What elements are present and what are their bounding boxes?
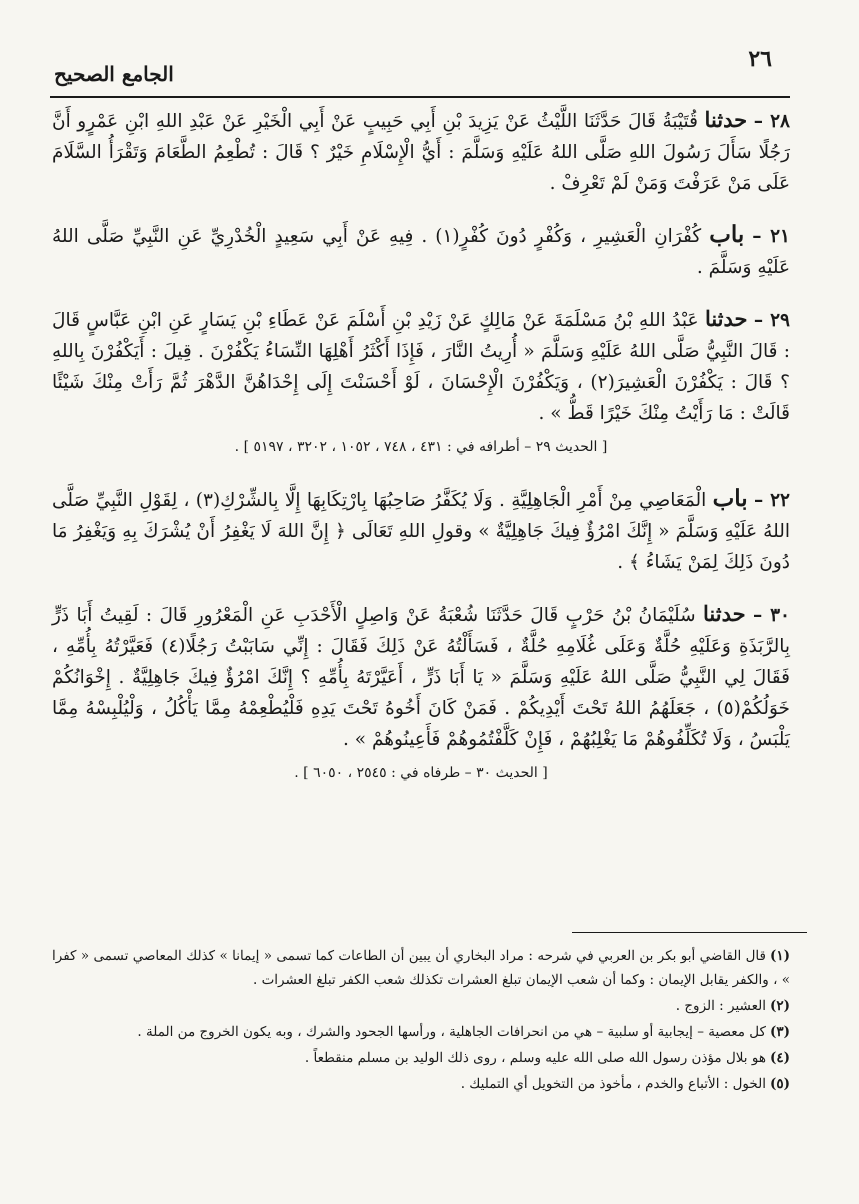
- footnote-text: كل معصية – إيجابية أو سلبية – هي من انحرافات الجاهلية ، ورأسها الجحود والشرك ، وبه يكون الخروج من الملة .: [137, 1024, 766, 1040]
- haddathana-marker: حدثنا: [704, 107, 748, 132]
- footnote-text: العشير : الزوج .: [675, 998, 766, 1014]
- entry-text: الْمَعَاصِي مِنْ أَمْرِ الْجَاهِلِيَّةِ . وَلَا يُكَفَّرُ صَاحِبُهَا بِارْتِكَابِهَا إِلَّا بِالشِّرْكِ(٣) ، لِقَوْلِ النَّبِيِّ صَلَّى اللهُ عَلَيْهِ وَسَلَّمَ « إِنَّكَ امْرُؤٌ فِيكَ جَاهِلِيَّةٌ » وقولِ اللهِ تَعَالَى ﴿ إِنَّ اللهَ لَا يَغْفِرُ أَنْ يُشْرَكَ بِهِ وَيَغْفِرُ مَا دُونَ ذَلِكَ لِمَنْ يَشَاءُ ﴾ .: [52, 490, 790, 573]
- footnote-number: (٥): [769, 1076, 790, 1092]
- footnote-number: (٢): [769, 998, 790, 1014]
- hadith-28: [52, 104, 790, 199]
- footnote-number: (١): [769, 948, 790, 964]
- book-title: الجامع الصحيح: [54, 62, 174, 86]
- footnotes: [52, 944, 790, 1098]
- entry-text: سُلَيْمَانُ بْنُ حَرْبٍ قَالَ حَدَّثَنَا شُعْبَةُ عَنْ وَاصِلٍ الْأَحْدَبِ عَنِ الْمَعْرُورِ قَالَ : لَقِيتُ أَبَا ذَرٍّ بِالرَّبَذَةِ وَعَلَيْهِ حُلَّةٌ وَعَلَى غُلَامِهِ حُلَّةٌ ، فَسَأَلْتُهُ عَنْ ذَلِكَ فَقَالَ : إِنِّي سَابَبْتُ رَجُلًا(٤) فَعَيَّرْتُهُ بِأُمِّهِ ، فَقَالَ لِي النَّبِيُّ صَلَّى اللهُ عَلَيْهِ وَسَلَّمَ « يَا أَبَا ذَرٍّ ، أَعَيَّرْتَهُ بِأُمِّهِ ؟ إِنَّكَ امْرُؤٌ فِيكَ جَاهِلِيَّةٌ . إِخْوَانُكُمْ خَوَلُكُمْ(٥) ، جَعَلَهُمُ اللهُ تَحْتَ أَيْدِيكُمْ . فَمَنْ كَانَ أَخُوهُ تَحْتَ يَدِهِ فَلْيُطْعِمْهُ مِمَّا يَأْكُلُ ، وَلْيُلْبِسْهُ مِمَّا يَلْبَسُ ، وَلَا تُكَلِّفُوهُمْ مَا يَغْلِبُهُمْ ، فَإِنْ كَلَّفْتُمُوهُمْ فَأَعِينُوهُمْ » .: [52, 605, 791, 750]
- entry-text: كُفْرَانِ الْعَشِيرِ ، وَكُفْرٍ دُونَ كُفْرٍ(١) . فِيهِ عَنْ أَبِي سَعِيدٍ الْخُدْرِيِّ عَنِ النَّبِيِّ صَلَّى اللهُ عَلَيْهِ وَسَلَّمَ .: [52, 226, 790, 278]
- footnote-text: الخول : الأتباع والخدم ، مأخوذ من التخويل أي التمليك .: [460, 1076, 766, 1092]
- main-text: [52, 104, 790, 809]
- entry-number: ٢٢ –: [753, 490, 790, 511]
- footnote-4: [52, 1046, 790, 1070]
- header-divider: [50, 96, 790, 98]
- footnote-1: [52, 944, 790, 992]
- footnote-5: [52, 1072, 790, 1096]
- chapter-22: [52, 483, 790, 578]
- footnote-number: (٣): [769, 1024, 790, 1040]
- haddathana-marker: حدثنا: [703, 601, 746, 626]
- bab-marker: باب: [709, 221, 745, 248]
- bab-marker: باب: [712, 485, 748, 512]
- entry-text: عَبْدُ اللهِ بْنُ مَسْلَمَةَ عَنْ مَالِكٍ عَنْ زَيْدِ بْنِ أَسْلَمَ عَنْ عَطَاءِ بْنِ يَسَارٍ عَنِ ابْنِ عَبَّاسٍ قَالَ : قَالَ النَّبِيُّ صَلَّى اللهُ عَلَيْهِ وَسَلَّمَ « أُرِيتُ النَّارَ ، فَإِذَا أَكْثَرُ أَهْلِهَا النِّسَاءُ يَكْفُرْنَ . قِيلَ : أَيَكْفُرْنَ بِاللهِ ؟ قَالَ : يَكْفُرْنَ الْعَشِيرَ(٢) ، وَيَكْفُرْنَ الْإِحْسَانَ ، لَوْ أَحْسَنْتَ إِلَى إِحْدَاهُنَّ الدَّهْرَ ثُمَّ رَأَتْ مِنْكَ شَيْئًا قَالَتْ : مَا رَأَيْتُ مِنْكَ خَيْرًا قَطُّ » .: [52, 310, 790, 424]
- hadith-30-references: [ الحديث ٣٠ – طرفاه في : ٢٥٤٥ ، ٦٠٥٠ ] .: [294, 765, 548, 781]
- footnote-3: [52, 1020, 790, 1044]
- chapter-21: [52, 219, 790, 283]
- hadith-29: [52, 303, 790, 429]
- entry-number: ٢٨ –: [753, 111, 790, 132]
- footnote-number: (٤): [769, 1050, 790, 1066]
- page-header: [50, 44, 790, 94]
- page-number: ٢٦: [748, 46, 772, 72]
- footnote-text: قال القاضي أبو بكر بن العربي في شرحه : مراد البخاري أن يبين أن الطاعات كما تسمى « إيمانا » كذلك المعاصي تسمى « كفرا » ، والكفر يقابل الإيمان : وكما أن شعب الإيمان تبلغ العشرات تكذلك شعب الكفر تبلغ العشرات .: [52, 948, 790, 988]
- footnote-divider: [572, 932, 807, 933]
- footnote-2: [52, 994, 790, 1018]
- entry-text: قُتَيْبَةُ قَالَ حَدَّثَنَا اللَّيْثُ عَنْ يَزِيدَ بْنِ أَبِي حَبِيبٍ عَنْ أَبِي الْخَيْرِ عَنْ عَبْدِ اللهِ ابْنِ عَمْرٍو أَنَّ رَجُلًا سَأَلَ رَسُولَ اللهِ صَلَّى اللهُ عَلَيْهِ وَسَلَّمَ : أَيُّ الْإِسْلَامِ خَيْرٌ ؟ قَالَ : تُطْعِمُ الطَّعَامَ وَتَقْرَأُ السَّلَامَ عَلَى مَنْ عَرَفْتَ وَمَنْ لَمْ تَعْرِفْ .: [52, 111, 790, 194]
- hadith-30: [52, 598, 790, 755]
- entry-number: ٢١ –: [752, 226, 790, 247]
- footnote-text: هو بلال مؤذن رسول الله صلى الله عليه وسلم ، روى ذلك الوليد بن مسلم منقطعاً .: [304, 1050, 766, 1066]
- entry-number: ٢٩ –: [753, 310, 790, 331]
- hadith-29-references: [ الحديث ٢٩ – أطرافه في : ٤٣١ ، ٧٤٨ ، ١٠٥٢ ، ٣٢٠٢ ، ٥١٩٧ ] .: [234, 439, 608, 455]
- entry-number: ٣٠ –: [752, 605, 790, 626]
- haddathana-marker: حدثنا: [704, 306, 748, 331]
